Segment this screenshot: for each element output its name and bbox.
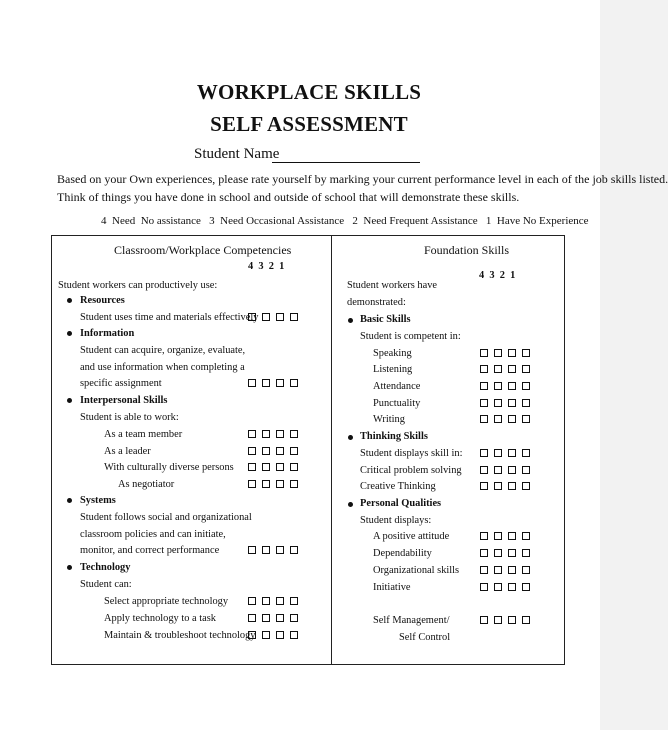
technology-heading: Technology (80, 562, 131, 573)
rating-boxes-speaking[interactable] (480, 349, 536, 357)
information-line1: Student can acquire, organize, evaluate, (80, 345, 246, 356)
rating-boxes-problem-solving[interactable] (480, 449, 536, 457)
document-title-line1: WORKPLACE SKILLS (196, 80, 422, 104)
bullet-icon (67, 498, 72, 503)
systems-line1: Student follows social and organizational (80, 512, 252, 523)
left-scale-numbers: 4 3 2 1 (248, 261, 285, 272)
rating-boxes-resources[interactable] (248, 313, 304, 321)
bullet-icon (67, 331, 72, 336)
self-management-line1: Self Management/ (373, 615, 450, 626)
document-title-line2: SELF ASSESSMENT (210, 112, 408, 136)
basic-skills-heading: Basic Skills (360, 314, 411, 325)
rating-scale: 4 Need No assistance 3 Need Occasional Assistance 2 Need Frequent Assistance 1 Have No Experience (101, 215, 589, 227)
technology-intro: Student can: (80, 579, 132, 590)
basic-skill-item: Punctuality (373, 398, 421, 409)
student-name-line[interactable] (272, 162, 420, 163)
rating-boxes-organizational[interactable] (480, 566, 536, 574)
interpersonal-intro: Student is able to work: (80, 412, 179, 423)
rating-boxes-attitude[interactable] (480, 532, 536, 540)
personal-quality-item: Organizational skills (373, 565, 460, 576)
interpersonal-heading: Interpersonal Skills (80, 395, 168, 406)
intro-line1: Based on your Own experiences, please rate yourself by marking your current performance level in each of the job skills listed. (57, 172, 668, 186)
thinking-skill-item: Critical problem solving (360, 465, 462, 476)
systems-line2: classroom policies and can initiate, (80, 529, 226, 540)
information-line2: and use information when completing a (80, 362, 245, 373)
technology-item: Apply technology to a task (104, 613, 216, 624)
personal-qualities-heading: Personal Qualities (360, 498, 442, 509)
thinking-skill-item: Creative Thinking (360, 481, 436, 492)
rating-boxes-select-tech[interactable] (248, 597, 304, 605)
right-column-header: Foundation Skills (424, 243, 510, 257)
rating-boxes-listening[interactable] (480, 365, 536, 373)
systems-heading: Systems (80, 495, 116, 506)
bullet-icon (67, 298, 72, 303)
basic-skill-item: Speaking (373, 348, 412, 359)
thinking-skills-intro: Student displays skill in: (360, 448, 463, 459)
bullet-icon (348, 435, 353, 440)
basic-skill-item: Listening (373, 364, 413, 375)
left-intro: Student workers can productively use: (58, 280, 218, 291)
rating-boxes-leader[interactable] (248, 447, 304, 455)
interpersonal-item: As a team member (104, 429, 183, 440)
basic-skill-item: Attendance (373, 381, 421, 392)
rating-boxes-maintain-tech[interactable] (248, 631, 304, 639)
bullet-icon (348, 318, 353, 323)
left-column-header: Classroom/Workplace Competencies (114, 243, 292, 257)
bullet-icon (348, 502, 353, 507)
basic-skills-intro: Student is competent in: (360, 331, 461, 342)
rating-boxes-apply-tech[interactable] (248, 614, 304, 622)
personal-quality-item: A positive attitude (373, 531, 450, 542)
thinking-skills-heading: Thinking Skills (360, 431, 428, 442)
self-management-line2: Self Control (399, 632, 451, 643)
interpersonal-item: As a leader (104, 446, 151, 457)
interpersonal-item: As negotiator (118, 479, 175, 490)
column-divider (331, 235, 332, 665)
technology-item: Select appropriate technology (104, 596, 229, 607)
information-line3: specific assignment (80, 378, 162, 389)
information-heading: Information (80, 328, 135, 339)
rating-boxes-critical[interactable] (480, 466, 536, 474)
right-intro-line2: demonstrated: (347, 297, 406, 308)
personal-quality-item: Dependability (373, 548, 432, 559)
personal-quality-item: Initiative (373, 582, 411, 593)
interpersonal-item: With culturally diverse persons (104, 462, 234, 473)
basic-skill-item: Writing (373, 414, 405, 425)
rating-boxes-systems[interactable] (248, 546, 304, 554)
right-scale-numbers: 4 3 2 1 (479, 270, 516, 281)
intro-line2: Think of things you have done in school and outside of school that will demonstrate these skills. (57, 190, 520, 204)
personal-qualities-intro: Student displays: (360, 515, 432, 526)
resources-item: Student uses time and materials effectively (80, 312, 259, 323)
rating-boxes-dependability[interactable] (480, 549, 536, 557)
right-intro-line1: Student workers have (347, 280, 438, 291)
student-name-label: Student Name (194, 146, 280, 162)
rating-boxes-attendance[interactable] (480, 382, 536, 390)
bullet-icon (67, 565, 72, 570)
resources-heading: Resources (80, 295, 125, 306)
rating-boxes-creative[interactable] (480, 482, 536, 490)
systems-line3: monitor, and correct performance (80, 545, 220, 556)
rating-boxes-information[interactable] (248, 379, 304, 387)
rating-boxes-punctuality[interactable] (480, 399, 536, 407)
rating-boxes-initiative[interactable] (480, 583, 536, 591)
rating-boxes-diverse[interactable] (248, 463, 304, 471)
rating-boxes-team-member[interactable] (248, 430, 304, 438)
technology-item: Maintain & troubleshoot technology (104, 630, 256, 641)
bullet-icon (67, 398, 72, 403)
rating-boxes-writing[interactable] (480, 415, 536, 423)
rating-boxes-negotiator[interactable] (248, 480, 304, 488)
rating-boxes-self-management[interactable] (480, 616, 536, 624)
